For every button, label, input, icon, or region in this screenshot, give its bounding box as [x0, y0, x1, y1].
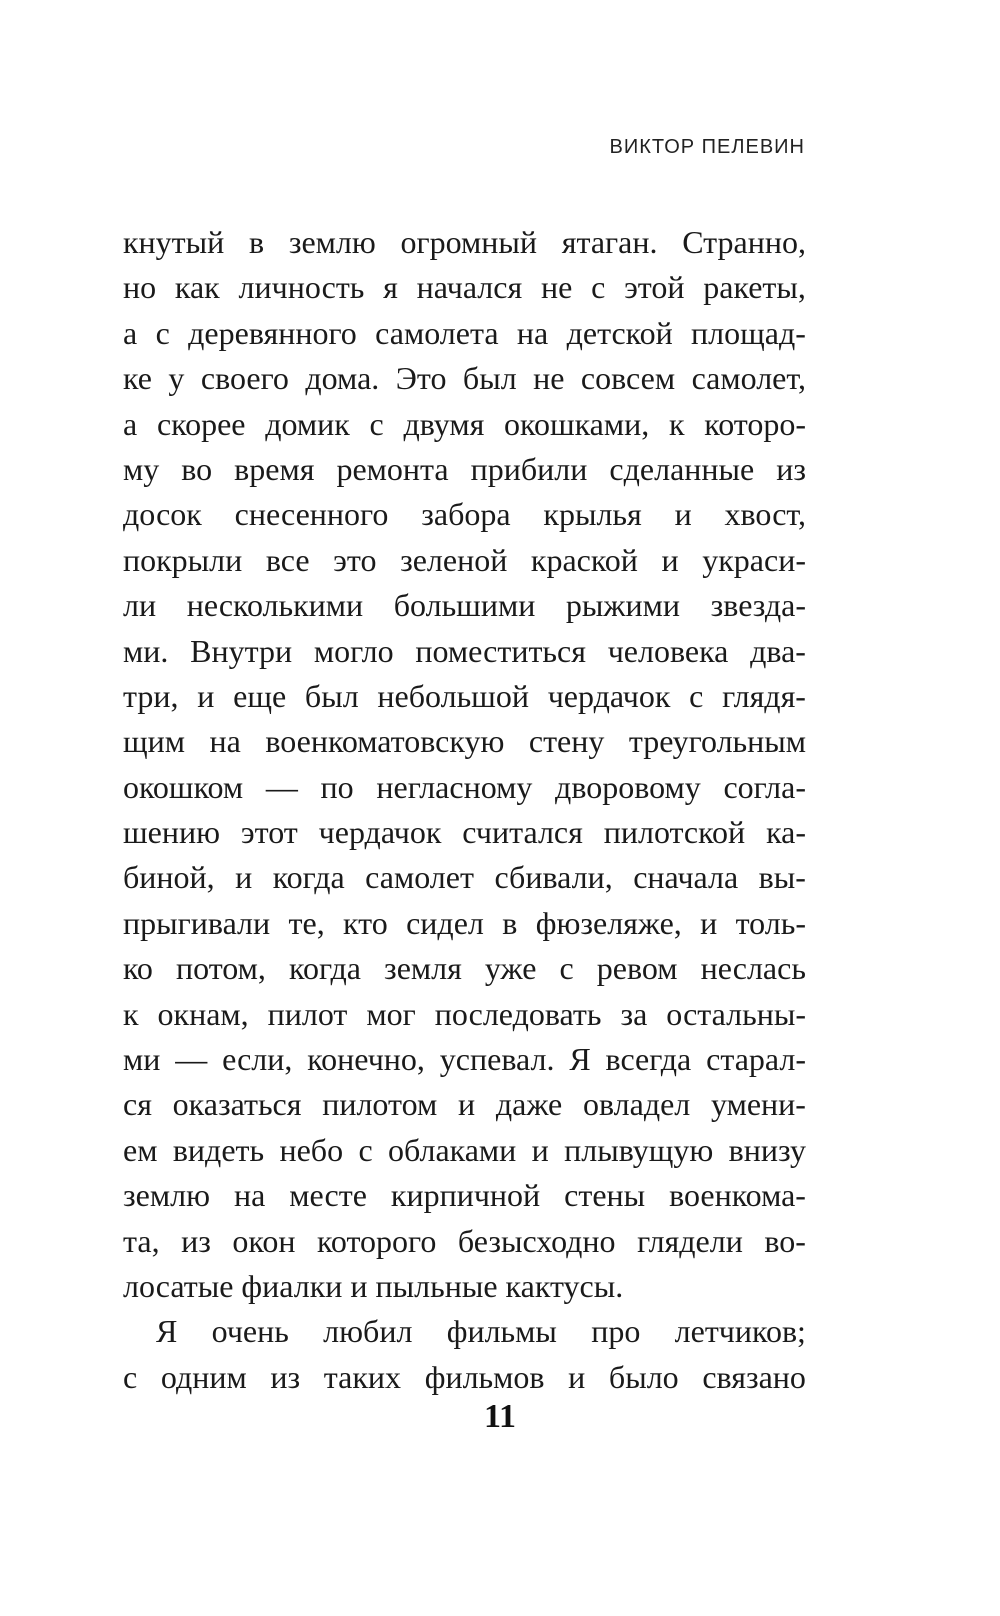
word: если, [222, 1041, 293, 1078]
word: сделанные [609, 450, 755, 487]
word: та, [123, 1222, 160, 1259]
word: биной, [123, 859, 215, 896]
word: пилот [267, 995, 348, 1032]
word: ся [123, 1086, 152, 1123]
word: окошком [123, 768, 244, 805]
text-line [123, 1173, 806, 1218]
word: к [668, 405, 685, 442]
word: несколькими [186, 587, 364, 624]
word: фюзеляже, [535, 904, 682, 941]
word: мог [366, 995, 416, 1032]
word: таких [323, 1358, 402, 1395]
text-line [123, 1219, 806, 1264]
word: умени- [711, 1086, 806, 1123]
word: те, [288, 904, 325, 941]
word: ке [123, 360, 152, 397]
word: неслась [700, 950, 806, 987]
word: во [181, 450, 213, 487]
word: безысходно [457, 1222, 616, 1259]
word: этой [624, 269, 685, 306]
word: землю [288, 224, 376, 260]
word: потом, [176, 950, 266, 987]
word: крылья [543, 496, 642, 533]
word: щим [123, 723, 186, 760]
word: когда [289, 950, 361, 987]
word: деревянного [188, 314, 357, 351]
word: с [123, 1358, 138, 1395]
word: — [265, 768, 298, 805]
text-line [123, 538, 806, 583]
word: про [591, 1313, 641, 1350]
word: ревом [596, 950, 678, 987]
word: забора [421, 496, 511, 533]
word: из [270, 1358, 301, 1395]
word: ем [123, 1131, 158, 1168]
word: на [516, 314, 549, 351]
word: украси- [702, 541, 806, 578]
word: конечно, [307, 1041, 425, 1078]
text-line [123, 629, 806, 674]
word: чердачок [318, 814, 442, 851]
word: из [776, 450, 806, 487]
word: которого [316, 1222, 437, 1259]
word: которо- [704, 405, 806, 442]
word: последовать [434, 995, 602, 1032]
word: с [559, 950, 574, 987]
word: могло [313, 632, 394, 669]
text-line [123, 719, 806, 764]
word: два- [750, 632, 806, 669]
text-line [123, 1264, 806, 1309]
word: окнам, [157, 995, 249, 1032]
word: Я [156, 1313, 178, 1350]
word: Внутри [190, 632, 293, 669]
word: огромный [400, 224, 538, 260]
word: оказаться [172, 1086, 302, 1123]
word: с [591, 269, 606, 306]
word: самолет [365, 859, 474, 896]
word: краской [530, 541, 638, 578]
word: по [320, 768, 354, 805]
word: ми [123, 1041, 161, 1078]
word: время [234, 450, 315, 487]
word: ка- [766, 814, 806, 851]
word: Я [569, 1041, 591, 1078]
word: всегда [605, 1041, 692, 1078]
word: зеленой [400, 541, 508, 578]
word: не [540, 269, 573, 306]
text-line [123, 1355, 806, 1400]
word: кто [343, 904, 388, 941]
word: был [462, 360, 517, 397]
word: любил [323, 1313, 413, 1350]
word: когда [272, 859, 345, 896]
word: треугольным [628, 723, 806, 760]
text-line [123, 992, 806, 1037]
word: а [123, 405, 138, 442]
word: дворовому [555, 768, 701, 805]
text-line [123, 492, 806, 537]
word: успевал. [439, 1041, 555, 1078]
word: считался [462, 814, 583, 851]
word: покрыли [123, 541, 243, 578]
word: я [383, 269, 398, 306]
word: старал- [706, 1041, 806, 1078]
word: и [457, 1086, 476, 1123]
word: скорее [156, 405, 246, 442]
word: с [369, 405, 384, 442]
word: человека [607, 632, 729, 669]
word: это [333, 541, 377, 578]
text-line [123, 447, 806, 492]
word: за [620, 995, 648, 1032]
word: личность [238, 269, 365, 306]
word: дома. [305, 360, 380, 397]
word: военкоматовскую [265, 723, 505, 760]
running-header-author: ВИКТОР ПЕЛЕВИН [609, 136, 805, 158]
word: у [168, 360, 185, 397]
word: прыгивали [123, 904, 271, 941]
text-line [123, 901, 806, 946]
text-line [123, 356, 806, 401]
word: связано [702, 1358, 806, 1395]
word: фильмы [446, 1313, 557, 1350]
word: ремонта [336, 450, 449, 487]
word: чердачок [547, 677, 671, 714]
word: начался [416, 269, 523, 306]
word: стену [528, 723, 605, 760]
text-line [123, 220, 806, 265]
word: глядя- [722, 677, 806, 714]
word: небольшой [377, 677, 529, 714]
word: остальны- [666, 995, 806, 1032]
text-line [123, 855, 806, 900]
word: плывущую [564, 1131, 714, 1168]
word: пилотской [603, 814, 746, 851]
word: фильмов [424, 1358, 545, 1395]
word: му [123, 450, 160, 487]
word: но [123, 269, 157, 306]
body-text [123, 220, 806, 1400]
word: Странно, [682, 224, 806, 260]
word: из [181, 1222, 211, 1259]
text-line [123, 402, 806, 447]
word: ко [123, 950, 153, 987]
word: было [608, 1358, 679, 1395]
word: Это [395, 360, 447, 397]
text-line [123, 946, 806, 991]
word: ракеты, [703, 269, 806, 306]
word: на [209, 723, 241, 760]
word: не [533, 360, 565, 397]
word: сначала [633, 859, 739, 896]
word: все [265, 541, 310, 578]
text-line [123, 583, 806, 628]
word: ми. [123, 632, 169, 669]
word: прибили [470, 450, 588, 487]
word: военкома- [669, 1177, 806, 1214]
word: к [123, 995, 139, 1032]
word: и [235, 859, 253, 896]
word: снесенного [234, 496, 389, 533]
word: на [233, 1177, 266, 1214]
word: поместиться [415, 632, 586, 669]
text-line [123, 1082, 806, 1127]
word: а [123, 314, 138, 351]
word: досок [123, 496, 202, 533]
word: с [155, 314, 170, 351]
word: негласному [376, 768, 533, 805]
word: ятаган. [561, 224, 658, 260]
word: кнутый [123, 224, 225, 260]
word: месте [289, 1177, 367, 1214]
word: этот [240, 814, 298, 851]
word: шению [123, 814, 220, 851]
word: и [531, 1131, 549, 1168]
word: ли [123, 587, 157, 624]
word: стены [564, 1177, 646, 1214]
text-line [123, 810, 806, 855]
word: в [502, 904, 518, 941]
text-line [123, 265, 806, 310]
word: еще [233, 677, 287, 714]
word: небо [279, 1131, 344, 1168]
text-line [123, 1037, 806, 1082]
word: окон [232, 1222, 296, 1259]
word: окошками, [504, 405, 650, 442]
word: сидел [406, 904, 484, 941]
word: и [674, 496, 692, 533]
word: земля [384, 950, 462, 987]
word: уже [484, 950, 537, 987]
word: очень [211, 1313, 289, 1350]
word: своего [200, 360, 289, 397]
word: самолета [375, 314, 499, 351]
word: одним [160, 1358, 247, 1395]
word: внизу [728, 1131, 806, 1168]
word: согла- [723, 768, 806, 805]
text-line [123, 765, 806, 810]
word: домик [265, 405, 350, 442]
word: как [174, 269, 220, 306]
word: землю [123, 1177, 210, 1214]
word: — [175, 1041, 208, 1078]
word: самолет, [691, 360, 806, 397]
word: с [358, 1131, 373, 1168]
word: был [304, 677, 359, 714]
word: вы- [758, 859, 806, 896]
word: большими [393, 587, 536, 624]
line-text: лосатые фиалки и пыльные кактусы. [123, 1267, 624, 1304]
word: хвост, [724, 496, 806, 533]
word: три, [123, 677, 179, 714]
word: пилотом [322, 1086, 438, 1123]
word: глядели [637, 1222, 743, 1259]
word: во- [764, 1222, 806, 1259]
word: и [568, 1358, 586, 1395]
word: и [197, 677, 215, 714]
word: рыжими [565, 587, 681, 624]
word: и [700, 904, 718, 941]
page-number: 11 [483, 1398, 517, 1435]
word: звезда- [710, 587, 806, 624]
word: детской [566, 314, 673, 351]
text-line [123, 311, 806, 356]
text-line [123, 674, 806, 719]
word: сбивали, [494, 859, 613, 896]
word: и [661, 541, 679, 578]
word: двумя [403, 405, 485, 442]
word: в [249, 224, 265, 260]
word: видеть [172, 1131, 265, 1168]
word: площад- [691, 314, 806, 351]
word: овладел [582, 1086, 691, 1123]
word: облаками [388, 1131, 517, 1168]
word: толь- [735, 904, 806, 941]
word: даже [495, 1086, 563, 1123]
text-line [123, 1128, 806, 1173]
text-line [123, 1309, 806, 1354]
word: совсем [580, 360, 676, 397]
word: кирпичной [390, 1177, 541, 1214]
word: летчиков; [674, 1313, 806, 1350]
word: с [689, 677, 704, 714]
